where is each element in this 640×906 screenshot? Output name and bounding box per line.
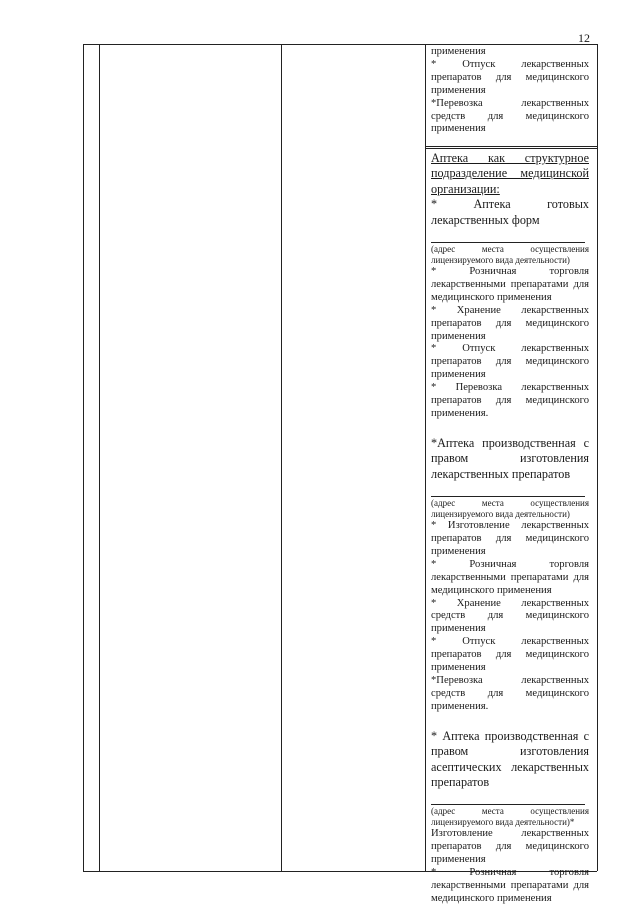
page-number: 12 — [578, 31, 590, 45]
address-line — [431, 228, 585, 243]
list-item: * Отпуск лекарственных препаратов для медицинского применения — [431, 636, 589, 674]
list-item: * Хранение лекарственных препаратов для медицинского применения — [431, 304, 589, 342]
table-top-border — [83, 44, 597, 45]
block-title: * Аптека производственная с правом изготовления асептических лекарственных препаратов — [431, 728, 589, 789]
text-line: *Перевозка лекарственных средств для медицинского применения — [431, 97, 589, 135]
table-column-divider — [425, 44, 426, 871]
list-item: * Розничная торговля лекарственными препаратами для медицинского применения — [431, 558, 589, 596]
block-title: * Аптека готовых лекарственных форм — [431, 197, 589, 227]
cell-pharmacy-types — [431, 151, 589, 906]
text-line: * Отпуск лекарственных препаратов для медицинского применения — [431, 58, 589, 96]
list-item: * Изготовление лекарственных препаратов для медицинского применения — [431, 520, 589, 557]
table-column-divider — [99, 44, 100, 871]
cell-continuation — [431, 46, 589, 136]
address-line — [431, 790, 585, 805]
list-item: Изготовление лекарственных препаратов для медицинского применения — [431, 828, 589, 866]
address-note: (адрес места осуществления лицензируемого вида деятельности) — [431, 498, 589, 520]
table-border-left — [83, 44, 84, 871]
list-item: * Розничная торговля лекарственными препаратами для медицинского применения — [431, 266, 589, 303]
list-item: * Отпуск лекарственных препаратов для медицинского применения — [431, 343, 589, 381]
row-divider — [425, 146, 597, 147]
list-item: * Розничная торговля лекарственными препаратами для медицинского применения — [431, 867, 589, 904]
list-item: * Хранение лекарственных средств для медицинского применения — [431, 597, 589, 635]
block-title: *Аптека производственная с правом изготовления лекарственных препаратов — [431, 435, 589, 481]
text-line: применения — [431, 46, 486, 57]
address-note: (адрес места осуществления лицензируемого вида деятельности)* — [431, 806, 589, 828]
table-column-divider — [281, 44, 282, 871]
table-border-right — [597, 44, 598, 871]
section-heading: Аптека как структурное подразделение медицинской организации: — [431, 151, 589, 196]
row-divider — [425, 148, 597, 149]
list-item: *Перевозка лекарственных средств для медицинского применения. — [431, 675, 589, 712]
list-item: * Перевозка лекарственных препаратов для медицинского применения. — [431, 382, 589, 419]
address-note: (адрес места осуществления лицензируемого вида деятельности) — [431, 244, 589, 266]
address-line — [431, 482, 585, 497]
